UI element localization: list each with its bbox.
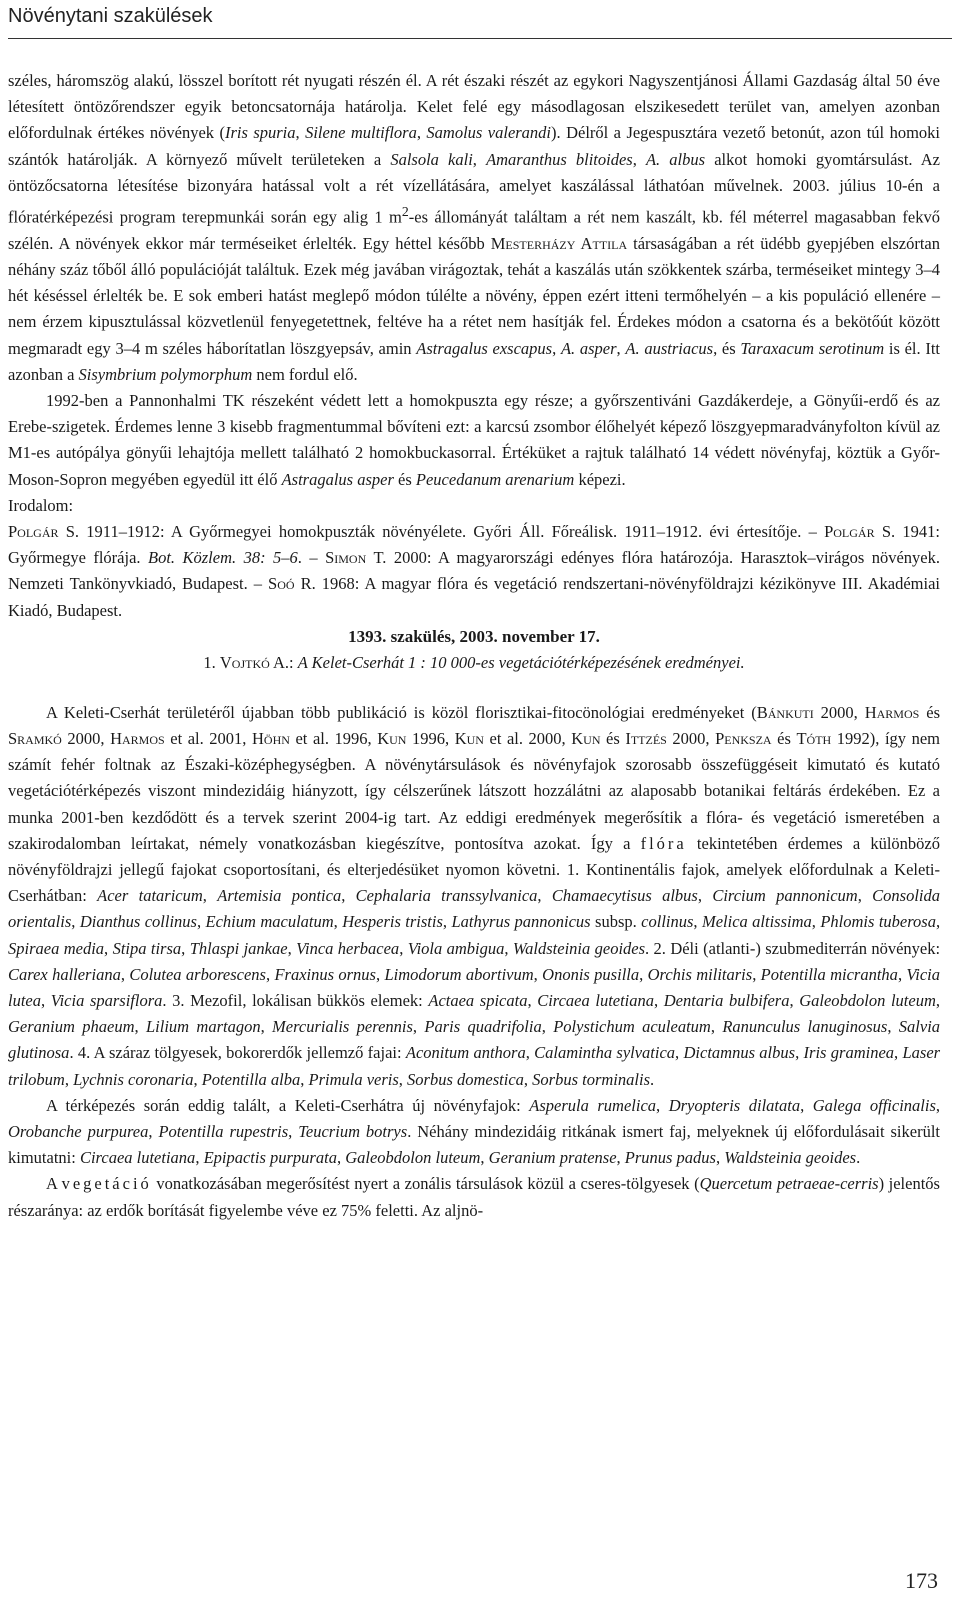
running-header	[8, 0, 952, 39]
session-title: 1393. szakülés, 2003. november 17.	[348, 626, 600, 646]
paragraph-2: 1992-ben a Pannonhalmi TK részeként védett lett a homokpuszta egy része; a győrszentiváni Gazdákerdeje, a Gönyűi-erdő és az Erebe-szigetek. Érdemes lenne 3 kisebb fragmentummal bővíteni ezt: a karcsú zsombor élőhelyét képező löszgyepmaradványfolton kívül az M1-es autópálya gönyűi lehajtója mellett található 2 homokbuckasorral. Értéküket a rajtuk található 14 védett növényfaj, köztük a Győr-Moson-Sopron megyében egyedül itt élő Astragalus asper és Peucedanum arenarium képezi.	[8, 390, 940, 489]
paragraph-4: A térképezés során eddig talált, a Keleti-Cserhátra új növényfajok: Asperula rumelica, Dryopteris dilatata, Galega officinalis, Orobanche purpurea, Potentilla rupestris, Teucrium botrys. Néhány mindezidáig ritkának ismert faj, melyeknek új előfordulásait sikerült kimutatni: Circaea lutetiana, Epipactis purpurata, Galeobdolon luteum, Geranium pratense, Prunus padus, Waldsteinia geoides.	[8, 1095, 941, 1168]
page-number: 173	[905, 1568, 938, 1593]
paragraph-3: A Keleti-Cserhát területéről újabban több publikáció is közöl florisztikai-fitocönológiai eredményeket (Bánkuti 2000, Harmos és Sramkó 2000, Harmos et al. 2001, Höhn et al. 1996, Kun 1996, Kun et al. 2000, Kun és Ittzés 2000, Penksza és Tóth 1992), így nem számít fehér foltnak az Északi-középhegységben. A növénytársulások és növényfajok szorosabb összefüggéseit kimutató és kutató vegetációtérképezés viszont mindezidáig hiányzott, így célszerűnek látszott hozzálátni az alaposabb botanikai feltárás érdekében. Ez a munka 2001-ben kezdődött és a tervek szerint 2004-ig tart. Az eddigi eredmények megerősítik a flóra- és vegetáció ismeretében a szakirodalomban leírtakat, némely vonatkozásban kiegészítve, pontosítva azokat. Így a flóra tekintetében érdemes a különböző növényföldrajzi jellegű fajokat csoportosítani, és elterjedésüket nyomon követni. 1. Kontinentális fajok, amelyek előfordulnak a Keleti-Cserhátban: Acer tataricum, Artemisia pontica, Cephalaria transsylvanica, Chamaecytisus albus, Circium pannonicum, Consolida orientalis, Dianthus collinus, Echium maculatum, Hesperis tristis, Lathyrus pannonicus subsp. collinus, Melica altissima, Phlomis tuberosa, Spiraea media, Stipa tirsa, Thlaspi jankae, Vinca herbacea, Viola ambigua, Waldsteinia geoides. 2. Déli (atlanti-) szubmediterrán növények: Carex halleriana, Colutea arborescens, Fraxinus ornus, Limodorum abortivum, Ononis pusilla, Orchis militaris, Potentilla micrantha, Vicia lutea, Vicia sparsiflora. 3. Mezofil, lokálisan bükkös elemek: Actaea spicata, Circaea lutetiana, Dentaria bulbifera, Galeobdolon luteum, Geranium phaeum, Lilium martagon, Mercurialis perennis, Paris quadrifolia, Polystichum aculeatum, Ranunculus lanuginosus, Salvia glutinosa. 4. A száraz tölgyesek, bokorerdők jellemző fajai: Aconitum anthora, Calamintha sylvatica, Dictamnus albus, Iris graminea, Laser trilobum, Lychnis coronaria, Potentilla alba, Primula veris, Sorbus domestica, Sorbus torminalis.	[8, 702, 941, 1089]
header-title: Növénytani szakülések	[8, 5, 213, 27]
article-body	[8, 68, 940, 1224]
references-label: Irodalom:	[8, 495, 74, 515]
talk-title: 1. Vojtkó A.: A Kelet-Cserhát 1 : 10 000-es vegetációtérképezésének eredményei.	[203, 652, 745, 672]
paragraph-1: széles, háromszög alakú, lösszel borított rét nyugati részén él. A rét északi részét az egykori Nagyszentjánosi Állami Gazdaság által 50 éve létesített öntözőrendszer egyik betoncsatornája határolja. Kelet felé egy másodlagosan elszikesedett terület van, amelyen azonban előfordulnak értékes növények (Iris spuria, Silene multiflora, Samolus valerandi). Délről a Jegespusztára vezető betonút, azon túl homoki szántók határolják. A környező művelt területeken a Salsola kali, Amaranthus blitoides, A. albus alkot homoki gyomtársulást. Az öntözőcsatorna létesítése bizonyára hatással volt a rét vízellátására, amelyet kaszálással láthatóan művelnek. 2003. július 10-én a flóratérképezési program terepmunkái során egy alig 1 $m^2-es$ állományát találtam a rét nem kaszált, kb. fél méterrel magasabban fekvő szélén. A növények ekkor már terméseiket érlelték. Egy héttel később Mesterházy Attila társaságában a rét üdébb gyepjében elszórtan néhány száz tőből álló populációját találtuk. Ezek még javában virágoztak, tehát a kaszálás után szökkentek szárba, terméseiket mintegy 3–4 hét késéssel érlelték be. E sok emberi hatást meglepő módon túlélte a növény, éppen ezért itteni termőhelyén – a kis populáció ellenére – nem érzem kipusztulással közvetlenül fenyegetettnek, feltéve ha a rétet nem hasítják fel. Érdekes módon a csatorna és a bekötőút között megmaradt egy 3–4 m széles háborítatlan löszgyepsáv, amin Astragalus exscapus, A. asper, A. austriacus, és Taraxacum serotinum is él. Itt azonban a Sisymbrium polymorphum nem fordul elő.	[8, 71, 941, 384]
references: Polgár S. 1911–1912: A Győrmegyei homokpuszták növényélete. Győri Áll. Főreálisk. 1911–1912. évi értesítője. – Polgár S. 1941: Győrmegye flórája. Bot. Közlem. 38: 5–6. – Simon T. 2000: A magyarországi edényes flóra határozója. Harasztok–virágos növények. Nemzeti Tankönyvkiadó, Budapest. – Soó R. 1968: A magyar flóra és vegetáció rendszertani-növényföldrajzi kézikönyve III. Akadémiai Kiadó, Budapest.	[8, 521, 940, 620]
paragraph-5: A vegetáció vonatkozásában megerősítést nyert a zonális társulások közül a cseres-tölgyesek (Quercetum petraeae-cerris) jelentős részaránya: az erdők borítását figyelembe véve ez 75% feletti. Az aljnö-	[8, 1174, 940, 1220]
